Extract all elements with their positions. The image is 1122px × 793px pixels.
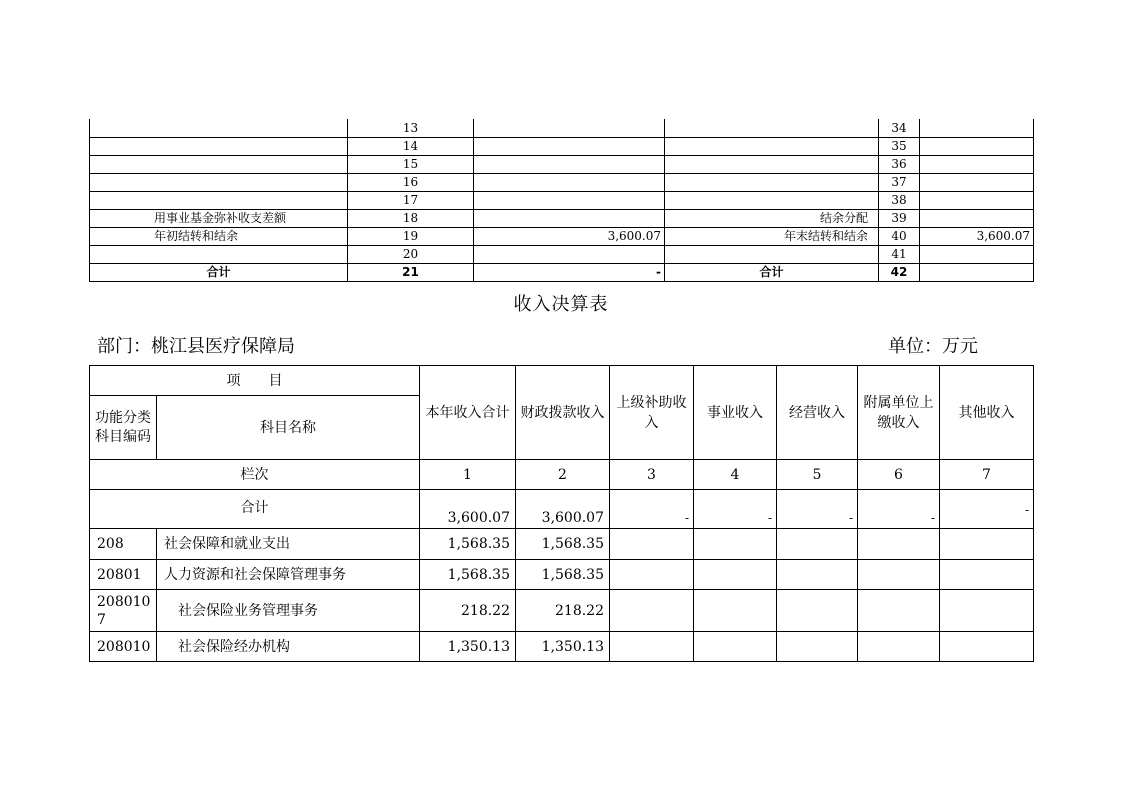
table-row [90,173,1034,191]
total-income-value: 1,350.13 [420,632,516,662]
left-row-number: 18 [348,209,474,227]
column-header-fiscal: 财政拨款收入 [516,366,610,460]
left-row-number: 20 [348,245,474,263]
right-row-number: 34 [879,119,920,137]
right-amount [920,209,1034,227]
table-row [90,245,1034,263]
left-item-label [90,155,348,173]
empty-cell [940,632,1034,662]
empty-cell [694,632,777,662]
sequence-label: 栏次 [90,460,420,490]
total-value: 3,600.07 [516,490,610,529]
total-value: - [610,490,694,529]
total-value: - [777,490,858,529]
right-amount [920,245,1034,263]
right-item-label: 结余分配 [665,209,879,227]
total-row [90,490,1034,529]
total-label: 合计 [90,490,420,529]
table-row [90,560,1034,590]
table-row [90,137,1034,155]
left-amount: 3,600.07 [474,227,665,245]
right-item-label [665,155,879,173]
empty-cell [694,560,777,590]
right-item-label [665,137,879,155]
total-value: - [858,490,940,529]
sequence-number: 3 [610,460,694,490]
empty-cell [777,560,858,590]
subject-name: 社会保险业务管理事务 [157,590,420,632]
empty-cell [610,590,694,632]
sequence-number: 7 [940,460,1034,490]
subject-code: 208010 [90,632,157,662]
left-item-label: 年初结转和结余 [90,227,348,245]
empty-cell [940,590,1034,632]
left-total-number: 21 [348,263,474,281]
left-amount [474,173,665,191]
left-amount [474,119,665,137]
total-value: - [694,490,777,529]
left-row-number: 14 [348,137,474,155]
empty-cell [610,632,694,662]
table-row [90,529,1034,560]
column-header-business: 事业收入 [694,366,777,460]
empty-cell [858,632,940,662]
left-total-amount: - [474,263,665,281]
income-final-accounts-table [89,365,1034,662]
name-header: 科目名称 [157,396,420,460]
sequence-number: 5 [777,460,858,490]
fiscal-income-value: 1,350.13 [516,632,610,662]
right-row-number: 37 [879,173,920,191]
empty-cell [777,590,858,632]
right-item-label [665,245,879,263]
total-income-value: 1,568.35 [420,560,516,590]
left-row-number: 19 [348,227,474,245]
sequence-number: 1 [420,460,516,490]
right-amount [920,119,1034,137]
right-row-number: 38 [879,191,920,209]
table-row [90,227,1034,245]
left-row-number: 17 [348,191,474,209]
right-amount [920,137,1034,155]
column-header-superior-subsidy: 上级补助收入 [610,366,694,460]
empty-cell [858,529,940,560]
sequence-row [90,460,1034,490]
report-title: 收入决算表 [513,294,609,315]
empty-cell [777,632,858,662]
right-row-number: 41 [879,245,920,263]
right-row-number: 35 [879,137,920,155]
table-row [90,590,1034,632]
left-item-label [90,245,348,263]
right-item-label [665,191,879,209]
right-row-number: 40 [879,227,920,245]
subject-name: 社会保险经办机构 [157,632,420,662]
fiscal-income-value: 1,568.35 [516,560,610,590]
left-row-number: 15 [348,155,474,173]
table-row [90,155,1034,173]
right-item-label [665,173,879,191]
left-amount [474,245,665,263]
code-header: 功能分类科目编码 [90,396,157,460]
empty-cell [694,590,777,632]
table-row [90,632,1034,662]
empty-cell [858,560,940,590]
right-amount [920,191,1034,209]
total-value: 3,600.07 [420,490,516,529]
sequence-number: 6 [858,460,940,490]
subject-name: 人力资源和社会保障管理事务 [157,560,420,590]
empty-cell [610,529,694,560]
right-item-label: 年末结转和结余 [665,227,879,245]
fiscal-income-value: 218.22 [516,590,610,632]
right-amount [920,155,1034,173]
column-header-operating: 经营收入 [777,366,858,460]
table-row [90,209,1034,227]
column-header-affiliate: 附属单位上缴收入 [858,366,940,460]
right-total-amount [920,263,1034,281]
right-row-number: 39 [879,209,920,227]
column-header-other: 其他收入 [940,366,1034,460]
empty-cell [777,529,858,560]
column-header-total: 本年收入合计 [420,366,516,460]
left-item-label [90,137,348,155]
left-amount [474,209,665,227]
right-total-label: 合计 [665,263,879,281]
right-amount: 3,600.07 [920,227,1034,245]
left-item-label: 用事业基金弥补收支差额 [90,209,348,227]
left-row-number: 16 [348,173,474,191]
fiscal-income-value: 1,568.35 [516,529,610,560]
total-income-value: 218.22 [420,590,516,632]
subject-name: 社会保障和就业支出 [157,529,420,560]
right-amount [920,173,1034,191]
sequence-number: 4 [694,460,777,490]
sequence-number: 2 [516,460,610,490]
subject-code: 208 [90,529,157,560]
right-total-number: 42 [879,263,920,281]
total-row [90,263,1034,281]
empty-cell [694,529,777,560]
empty-cell [610,560,694,590]
left-amount [474,155,665,173]
right-row-number: 36 [879,155,920,173]
total-income-value: 1,568.35 [420,529,516,560]
empty-cell [940,560,1034,590]
total-value: - [940,490,1034,529]
left-amount [474,137,665,155]
empty-cell [940,529,1034,560]
left-total-label: 合计 [90,263,348,281]
left-amount [474,191,665,209]
table-row [90,191,1034,209]
table-row [90,119,1034,137]
income-expense-continuation-table [89,119,1034,282]
left-item-label [90,191,348,209]
item-header: 项 目 [90,366,420,396]
empty-cell [858,590,940,632]
department-label: 部门：桃江县医疗保障局 [97,336,295,357]
left-item-label [90,173,348,191]
left-row-number: 13 [348,119,474,137]
subject-code: 2080107 [90,590,157,632]
header-row [90,366,1034,396]
subject-code: 20801 [90,560,157,590]
unit-label: 单位：万元 [888,336,978,357]
left-item-label [90,119,348,137]
right-item-label [665,119,879,137]
